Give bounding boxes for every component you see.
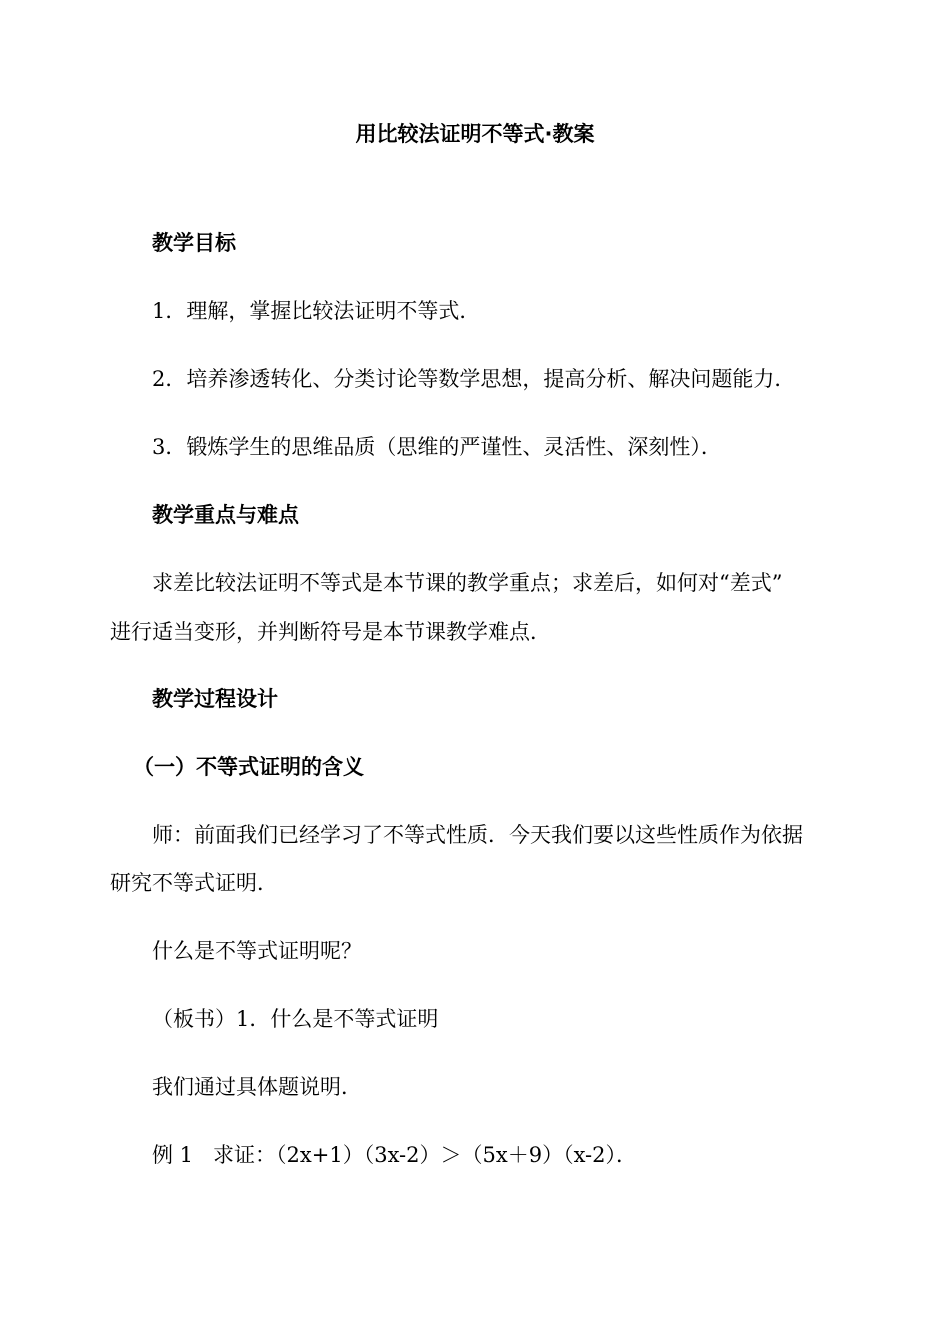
- question-line: 什么是不等式证明呢？: [152, 939, 362, 963]
- part-1-heading: （一）不等式证明的含义: [133, 755, 364, 779]
- example-label: 例 1: [152, 1143, 194, 1167]
- document-title: 用比较法证明不等式·教案: [355, 122, 595, 146]
- process-heading: 教学过程设计: [152, 687, 278, 711]
- objectives-heading: 教学目标: [152, 231, 236, 255]
- teacher-paragraph-line-1: 师：前面我们已经学习了不等式性质．今天我们要以这些性质作为依据: [152, 823, 803, 847]
- board-note-line: （板书）1．什么是不等式证明: [152, 1007, 439, 1031]
- explain-line: 我们通过具体题说明．: [152, 1075, 362, 1099]
- example-statement: 求证：（2x+1）（3x-2）＞（5x＋9）（x-2）．: [213, 1143, 637, 1167]
- focus-heading: 教学重点与难点: [152, 503, 299, 527]
- objective-item-1: 1．理解，掌握比较法证明不等式．: [152, 299, 481, 323]
- objective-item-2: 2．培养渗透转化、分类讨论等数学思想，提高分析、解决问题能力．: [152, 367, 796, 391]
- focus-paragraph-line-1: 求差比较法证明不等式是本节课的教学重点；求差后，如何对“差式”: [152, 571, 783, 595]
- objective-item-3: 3．锻炼学生的思维品质（思维的严谨性、灵活性、深刻性）．: [152, 435, 722, 459]
- focus-paragraph-line-2: 进行适当变形，并判断符号是本节课教学难点．: [110, 620, 551, 644]
- example-1: [152, 1141, 637, 1169]
- teacher-paragraph-line-2: 研究不等式证明．: [110, 871, 278, 895]
